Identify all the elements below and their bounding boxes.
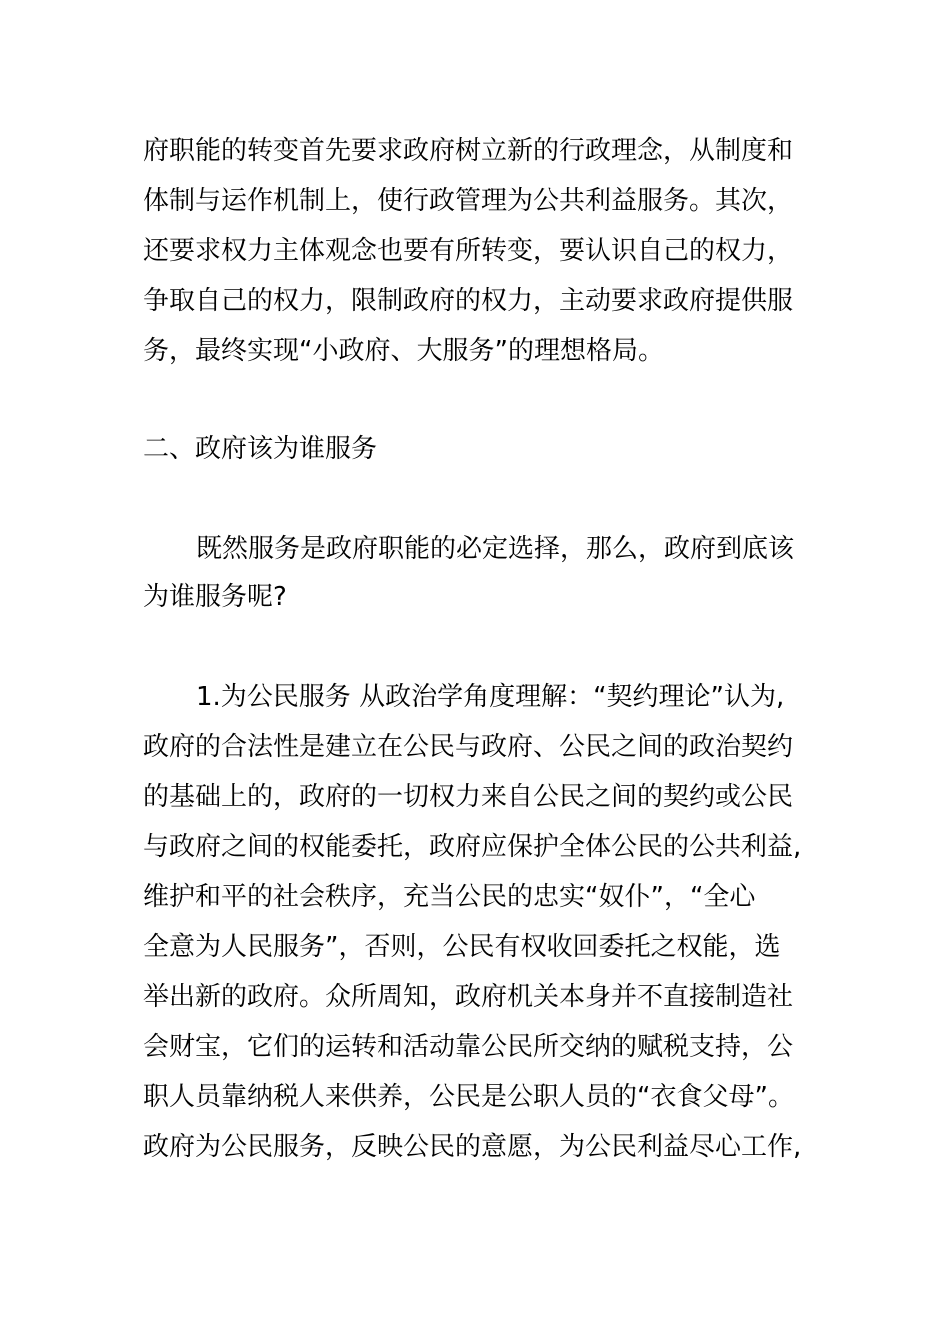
- paragraph-line: 体制与运作机制上，使行政管理为公共利益服务。其次，: [143, 186, 794, 216]
- paragraph-line: 政府的合法性是建立在公民与政府、公民之间的政治契约: [143, 732, 794, 762]
- paragraph-line: 举出新的政府。众所周知，政府机关本身并不直接制造社: [143, 982, 794, 1012]
- paragraph-line: 与政府之间的权能委托，政府应保护全体公民的公共利益,: [143, 832, 802, 862]
- paragraph-line: 1.为公民服务 从政治学角度理解：“契约理论”认为,: [196, 682, 785, 712]
- paragraph-line: 为谁服务呢?: [143, 582, 287, 612]
- section-heading: 二、政府该为谁服务: [143, 434, 378, 464]
- paragraph-line: 的基础上的，政府的一切权力来自公民之间的契约或公民: [143, 782, 794, 812]
- paragraph-line: 既然服务是政府职能的必定选择，那么，政府到底该: [196, 534, 795, 564]
- paragraph-line: 争取自己的权力，限制政府的权力，主动要求政府提供服: [143, 286, 794, 316]
- paragraph-line: 府职能的转变首先要求政府树立新的行政理念，从制度和: [143, 136, 794, 166]
- paragraph-line: 会财宝，它们的运转和活动靠公民所交纳的赋税支持，公: [143, 1032, 794, 1062]
- paragraph-line: 职人员靠纳税人来供养，公民是公职人员的“衣食父母”。: [143, 1082, 794, 1112]
- paragraph-line: 务，最终实现“小政府、大服务”的理想格局。: [143, 336, 664, 366]
- paragraph-line: 维护和平的社会秩序，充当公民的忠实“奴仆”，“全心: [143, 882, 756, 912]
- paragraph-line: 全意为人民服务”，否则，公民有权收回委托之权能，选: [143, 932, 781, 962]
- paragraph-line: 政府为公民服务，反映公民的意愿，为公民利益尽心工作,: [143, 1132, 802, 1162]
- paragraph-line: 还要求权力主体观念也要有所转变，要认识自己的权力，: [143, 236, 794, 266]
